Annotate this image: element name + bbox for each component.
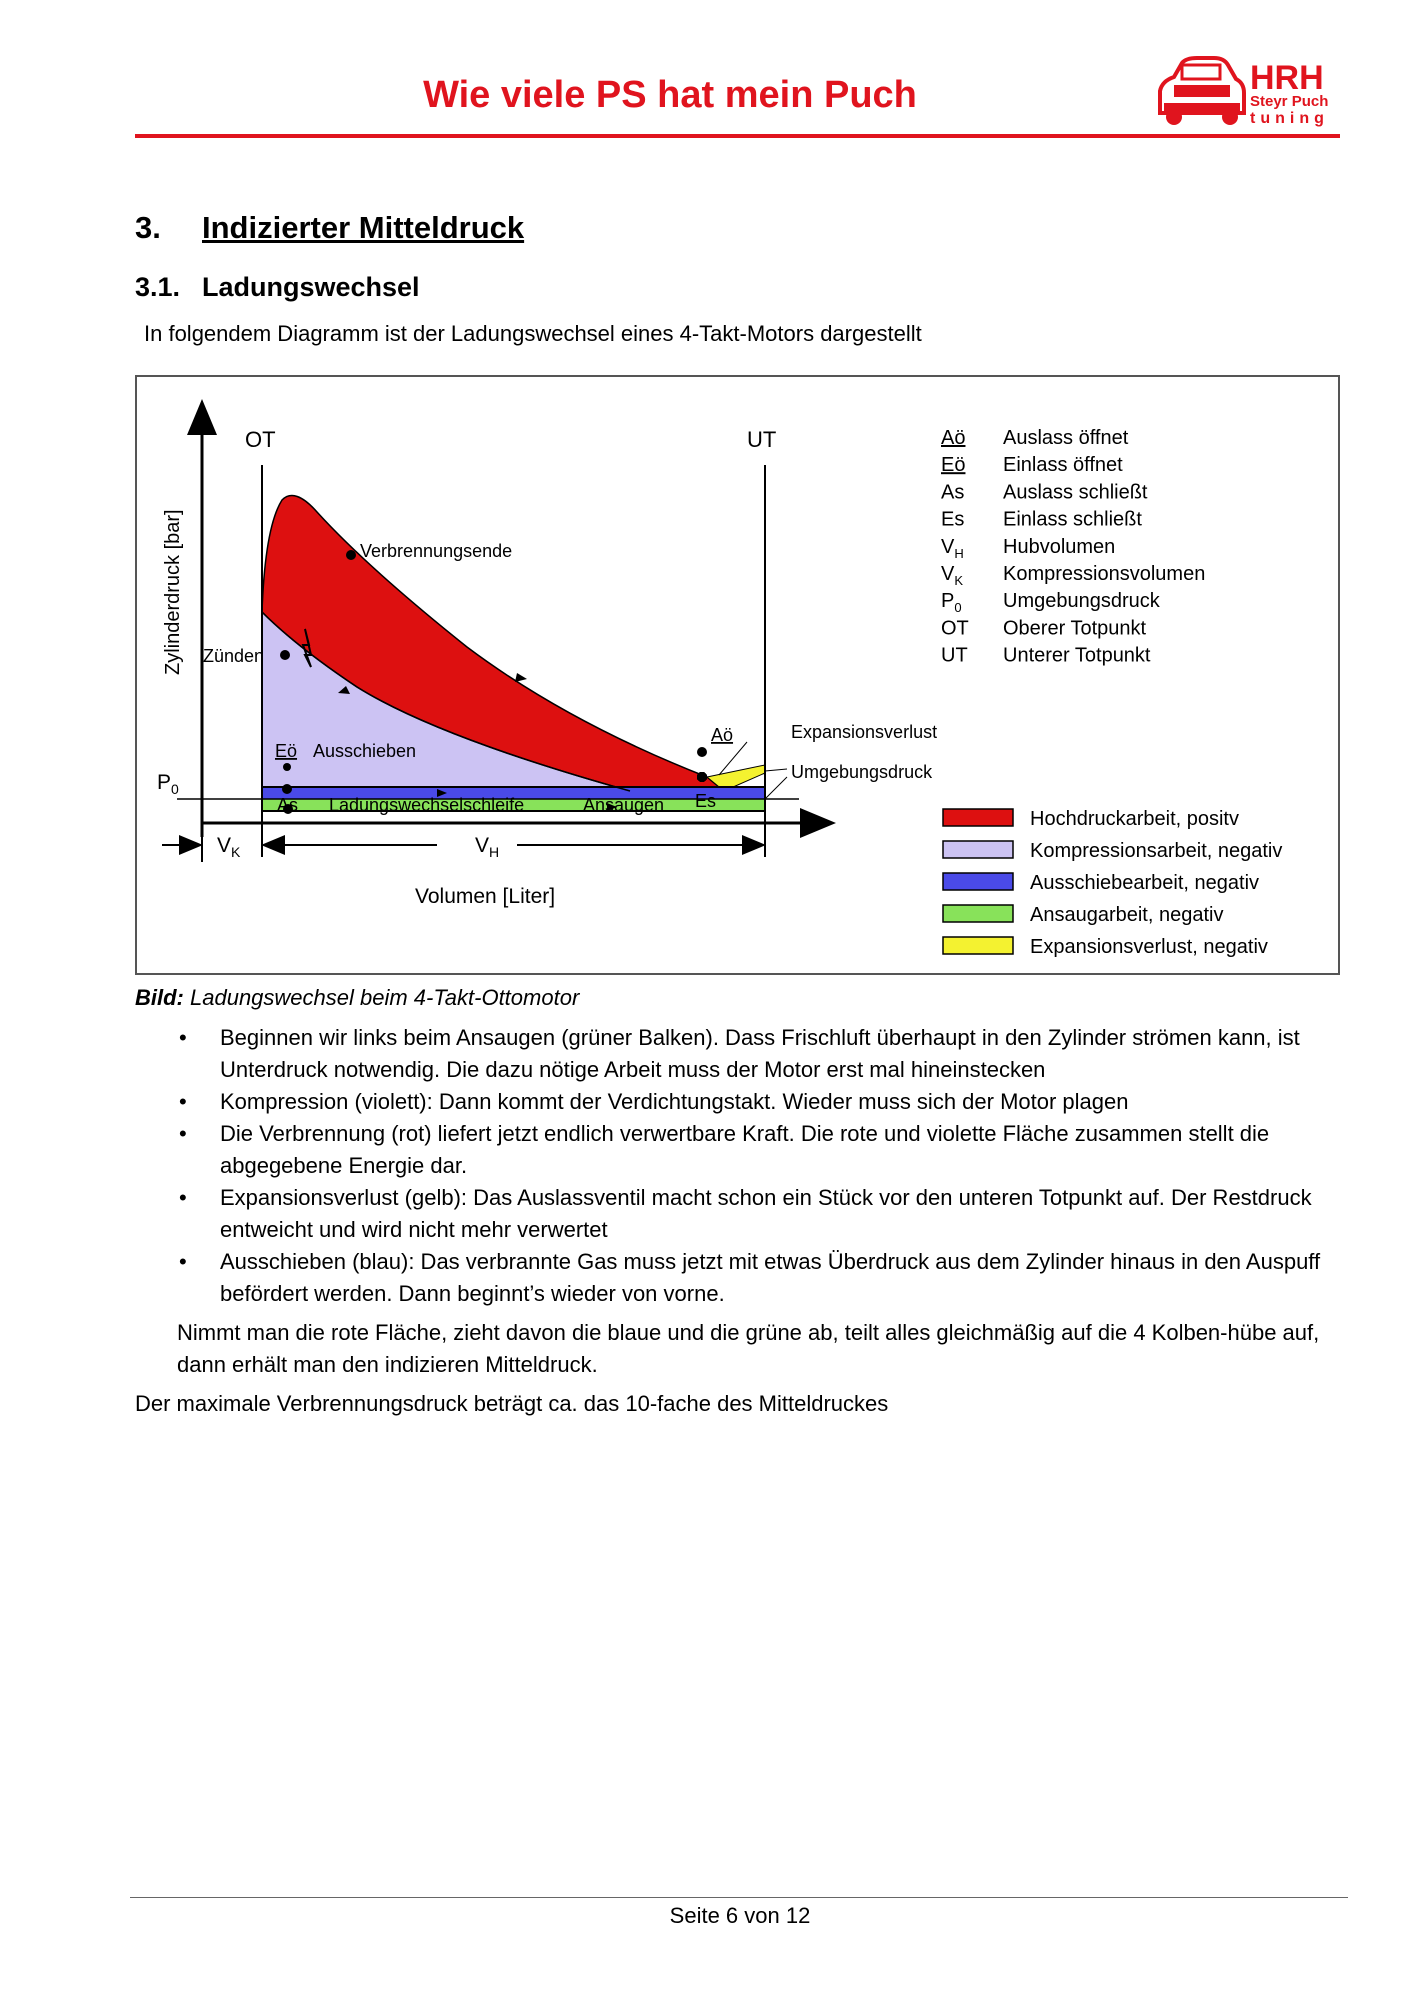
label-umgebungsdruck: Umgebungsdruck [791, 762, 933, 782]
legend-label: Ausschiebearbeit, negativ [1030, 872, 1260, 894]
bullet-item: • Kompression (violett): Dann kommt der Verdichtungstakt. Wieder muss sich der Motor plagen [135, 1086, 1350, 1118]
vh-label: $V_H$ [475, 834, 500, 860]
abbreviation-description: Auslass schließt [1003, 481, 1148, 504]
abbreviation-term: $P_0$ [941, 590, 962, 616]
car-logo-icon [1160, 58, 1244, 125]
abbreviation-term: $V_H$ [941, 535, 964, 561]
legend-label: Hochdruckarbeit, positv [1030, 808, 1239, 830]
abbreviation-term: Aö [941, 427, 966, 449]
label-zuenden: Zünden [203, 646, 265, 666]
subsection-number: 3.1. [135, 272, 181, 302]
abbreviation-description: Auslass öffnet [1003, 427, 1129, 449]
abbreviation-description: Hubvolumen [1003, 535, 1116, 558]
label-ausschieben: Ausschieben [313, 741, 417, 761]
label-eo: Eö [275, 741, 298, 761]
label-verbrennungsende: Verbrennungsende [360, 541, 513, 561]
abbreviation-description: Einlass öffnet [1003, 454, 1123, 477]
legend-swatch [943, 841, 1013, 858]
section-number: 3. [135, 210, 161, 245]
vk-label: $V_K$ [217, 834, 241, 860]
abbreviation-term: $V_K$ [941, 563, 964, 588]
label-ansaugen: Ansaugen [583, 795, 665, 815]
logo-line1-text: Steyr Puch [1250, 93, 1329, 110]
abbreviation-term: As [941, 481, 965, 504]
legend-label: Expansionsverlust, negativ [1030, 936, 1268, 958]
p0-label: $P_0$ [157, 771, 179, 797]
section-title: Indizierter Mitteldruck [202, 210, 525, 245]
legend-label: Ansaugarbeit, negativ [1030, 904, 1224, 926]
abbreviation-description: Unterer Totpunkt [1003, 644, 1151, 667]
pv-diagram-figure [135, 375, 1340, 975]
ot-label: OT [245, 427, 276, 452]
abbreviation-term: UT [941, 644, 968, 667]
legend-swatch [943, 937, 1013, 954]
label-es: Es [695, 791, 717, 811]
document-title: Wie viele PS hat mein Puch [423, 74, 917, 116]
abbreviation-list [941, 427, 1205, 667]
intro-text: In folgendem Diagramm ist der Ladungswechsel eines 4-Takt-Motors dargestellt [144, 321, 922, 346]
hrh-logo [1152, 55, 1342, 127]
label-ao: Aö [711, 725, 734, 745]
bullet-item: • Beginnen wir links beim Ansaugen (grüner Balken). Dass Frischluft überhaupt in den Zylinder strömen kann, ist Unterdruck notwendig. Die dazu nötige Arbeit muss der Motor erst mal hineinstecken [135, 1022, 1350, 1086]
bullet-item: • Ausschieben (blau): Das verbrannte Gas muss jetzt mit etwas Überdruck aus dem Zylinder hinaus in den Auspuff befördert werden. Dann beginnt’s wieder von vorne. [135, 1246, 1350, 1310]
label-as: As [277, 795, 299, 815]
bullet-list [135, 1022, 1350, 1310]
y-axis-label: Zylinderdruck [bar] [162, 509, 184, 675]
ut-label: UT [747, 427, 777, 452]
bullet-item: • Die Verbrennung (rot) liefert jetzt endlich verwertbare Kraft. Die rote und violette Fläche zusammen stellt die abgegebene Energie dar. [135, 1118, 1350, 1182]
logo-line2-text: tuning [1250, 110, 1329, 127]
paragraph-verbrennungsdruck: Der maximale Verbrennungsdruck beträgt ca. das 10-fache des Mitteldruckes [135, 1391, 889, 1416]
header-divider [135, 134, 1340, 138]
x-axis-label: Volumen [Liter] [415, 885, 556, 908]
figure-caption: Bild: Ladungswechsel beim 4-Takt-Ottomotor [135, 985, 580, 1010]
legend-label: Kompressionsarbeit, negativ [1030, 840, 1283, 862]
subsection-title: Ladungswechsel [202, 272, 420, 302]
abbreviation-term: Eö [941, 454, 966, 477]
label-expansionsverlust: Expansionsverlust [791, 722, 938, 742]
paragraph-mitteldruck: Nimmt man die rote Fläche, zieht davon die blaue und die grüne ab, teilt alles gleichmäßig auf die 4 Kolben-hübe auf, dann erhält man den indizieren Mitteldruck. [177, 1320, 1320, 1377]
logo-main-text: HRH [1250, 59, 1324, 97]
page-number: Seite 6 von 12 [669, 1903, 811, 1928]
bullet-item: • Expansionsverlust (gelb): Das Auslassventil macht schon ein Stück vor den unteren Totpunkt auf. Der Restdruck entweicht und wird nicht mehr verwertet [135, 1182, 1350, 1246]
abbreviation-description: Oberer Totpunkt [1003, 617, 1147, 640]
abbreviation-term: OT [941, 617, 969, 640]
abbreviation-description: Kompressionsvolumen [1003, 563, 1206, 585]
legend-swatch [943, 905, 1013, 922]
legend [943, 808, 1282, 958]
abbreviation-description: Umgebungsdruck [1003, 590, 1160, 613]
abbreviation-description: Einlass schließt [1003, 508, 1142, 531]
footer-divider [130, 1897, 1348, 1898]
legend-swatch [943, 873, 1013, 890]
abbreviation-term: Es [941, 508, 965, 531]
legend-swatch [943, 809, 1013, 826]
label-ladungswechselschleife: Ladungswechselschleife [329, 795, 525, 815]
